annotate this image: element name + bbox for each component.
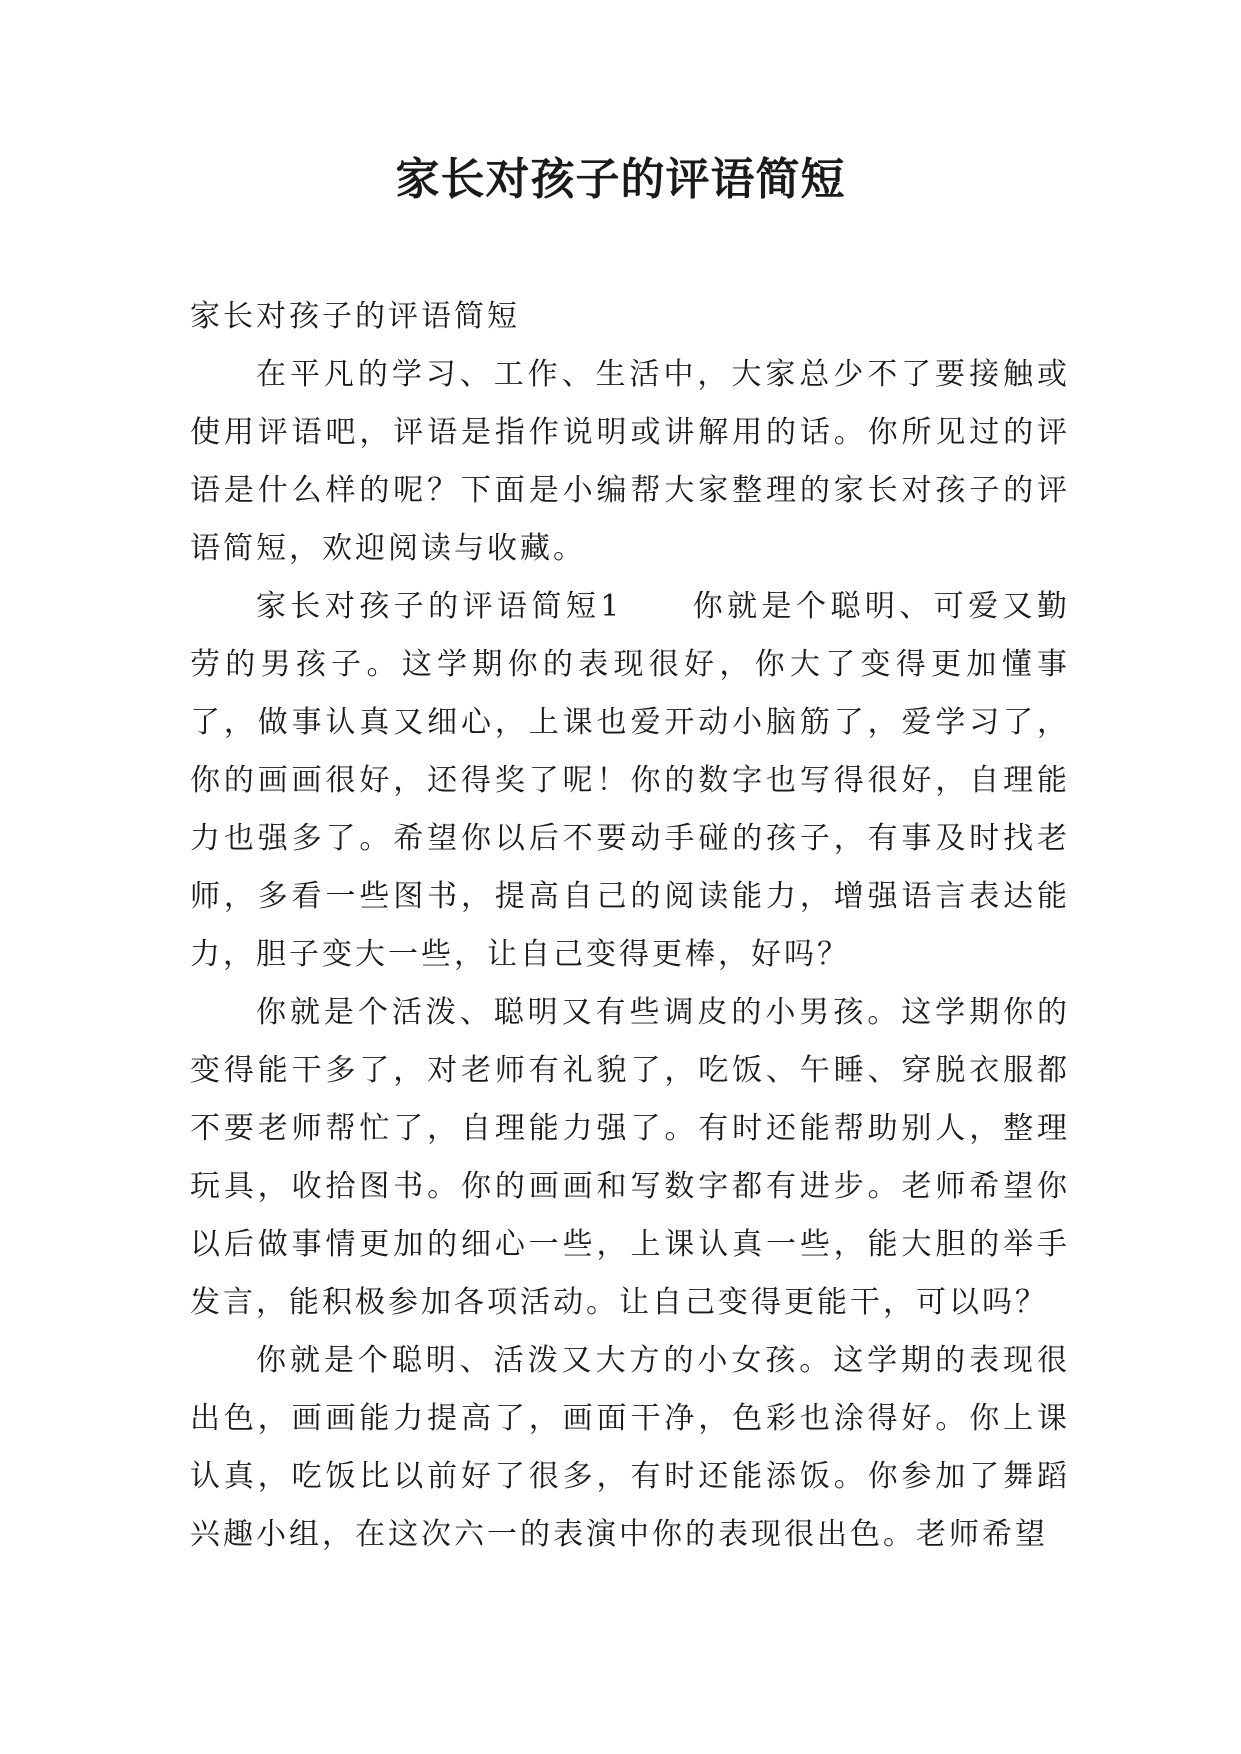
body-subtitle: 家长对孩子的评语简短 [190,299,520,334]
document-body [190,288,1070,1564]
intro-paragraph: 在平凡的学习、工作、生活中，大家总少不了要接触或使用评语吧，评语是指作说明或讲解用的话。你所见过的评语是什么样的呢？下面是小编帮大家整理的家长对孩子的评语简短，欢迎阅读与收藏。 [190,357,1070,566]
comment-paragraph-2: 你就是个活泼、聪明又有些调皮的小男孩。这学期你的变得能干多了，对老师有礼貌了，吃饭、午睡、穿脱衣服都不要老师帮忙了，自理能力强了。有时还能帮助别人，整理玩具，收拾图书。你的画画和写数字都有进步。老师希望你以后做事情更加的细心一些，上课认真一些，能大胆的举手发言，能积极参加各项活动。让自己变得更能干，可以吗？ [190,995,1070,1320]
comment-paragraph-3: 你就是个聪明、活泼又大方的小女孩。这学期的表现很出色，画画能力提高了，画面干净，色彩也涂得好。你上课认真，吃饭比以前好了很多，有时还能添饭。你参加了舞蹈兴趣小组，在这次六一的表演中你的表现很出色。老师希望 [190,1343,1070,1552]
document-title: 家长对孩子的评语简短 [395,154,846,205]
comment-paragraph-1: 家长对孩子的评语简短1 你就是个聪明、可爱又勤劳的男孩子。这学期你的表现很好，你大了变得更加懂事了，做事认真又细心，上课也爱开动小脑筋了，爱学习了，你的画画很好，还得奖了呢！你的数字也写得很好，自理能力也强多了。希望你以后不要动手碰的孩子，有事及时找老师，多看一些图书，提高自己的阅读能力，增强语言表达能力，胆子变大一些，让自己变得更棒，好吗？ [190,589,1070,972]
